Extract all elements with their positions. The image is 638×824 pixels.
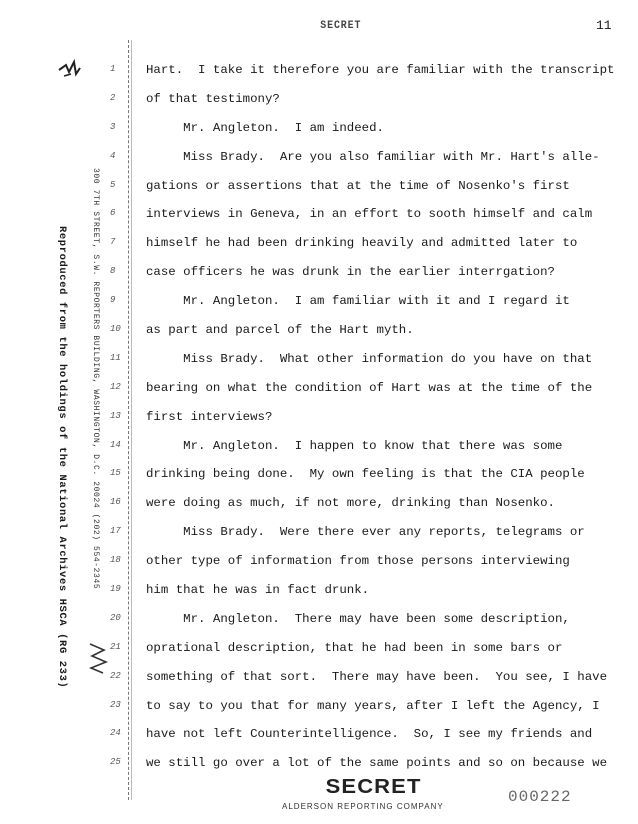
transcript-line: himself he had been drinking heavily and admitted later to <box>146 236 578 251</box>
line-number: 15 <box>110 468 121 479</box>
line-number: 19 <box>110 584 121 595</box>
line-number: 23 <box>110 699 121 710</box>
reporting-company: ALDERSON REPORTING COMPANY <box>282 802 444 811</box>
line-number: 6 <box>110 208 116 219</box>
page-number: 11 <box>596 18 612 33</box>
line-number: 4 <box>110 150 116 161</box>
margin-rule <box>128 40 129 800</box>
scribble-mark-icon <box>86 640 110 676</box>
transcript-line: first interviews? <box>146 409 273 424</box>
margin-rule-inner <box>131 40 132 800</box>
transcript-line: interviews in Geneva, in an effort to sooth himself and calm <box>146 207 593 222</box>
line-number: 7 <box>110 237 116 248</box>
line-number: 24 <box>110 728 121 739</box>
transcript-line: were doing as much, if not more, drinking than Nosenko. <box>146 496 555 511</box>
line-number: 20 <box>110 612 121 623</box>
line-number: 13 <box>110 410 121 421</box>
transcript-line: Mr. Angleton. I happen to know that there was some <box>146 438 563 453</box>
footer-classification-stamp: SECRET <box>325 776 422 798</box>
transcript-line: we still go over a lot of the same points and so on because we <box>146 756 608 771</box>
transcript-line: other type of information from those persons interviewing <box>146 554 570 569</box>
line-number: 16 <box>110 497 121 508</box>
transcript-line: Hart. I take it therefore you are familiar with the transcript <box>146 63 615 77</box>
transcript-line: Mr. Angleton. I am familiar with it and I regard it <box>146 294 570 309</box>
line-number: 12 <box>110 381 121 392</box>
handwritten-mark-icon <box>56 56 82 82</box>
transcript-line: bearing on what the condition of Hart was at the time of the <box>146 380 593 395</box>
line-number: 18 <box>110 555 121 566</box>
line-number: 21 <box>110 641 121 652</box>
line-number: 9 <box>110 295 116 306</box>
line-number: 11 <box>110 352 121 363</box>
transcript-body <box>146 60 614 782</box>
document-number: 000222 <box>508 788 572 806</box>
transcript-line: Mr. Angleton. There may have been some description, <box>146 611 570 626</box>
line-number: 1 <box>110 64 116 74</box>
line-number: 10 <box>110 324 121 335</box>
transcript-line: Miss Brady. What other information do you have on that <box>146 351 593 366</box>
line-number-column <box>110 64 121 786</box>
transcript-line: him that he was in fact drunk. <box>146 583 370 598</box>
transcript-line: have not left Counterintelligence. So, I see my friends and <box>146 727 593 742</box>
line-number: 14 <box>110 439 121 450</box>
line-number: 25 <box>110 757 121 768</box>
transcript-line: as part and parcel of the Hart myth. <box>146 323 414 338</box>
transcript-line: of that testimony? <box>146 91 280 106</box>
transcript-line: Miss Brady. Are you also familiar with Mr. Hart's alle- <box>146 149 600 164</box>
transcript-line: drinking being done. My own feeling is that the CIA people <box>146 467 585 482</box>
transcript-line: case officers he was drunk in the earlier interrgation? <box>146 265 555 280</box>
line-number: 5 <box>110 179 116 190</box>
line-number: 8 <box>110 266 116 277</box>
transcript-line: Mr. Angleton. I am indeed. <box>146 120 384 135</box>
transcript-line: gations or assertions that at the time of Nosenko's first <box>146 178 570 193</box>
header-classification-stamp: SECRET <box>320 20 362 32</box>
transcript-line: Miss Brady. Were there ever any reports, telegrams or <box>146 525 585 540</box>
line-number: 3 <box>110 121 116 132</box>
transcript-line: oprational description, that he had been in some bars or <box>146 640 563 655</box>
transcript-line: something of that sort. There may have been. You see, I have <box>146 669 608 684</box>
line-number: 2 <box>110 92 116 103</box>
reporter-address: 300 7TH STREET, S.W. REPORTERS BUILDING, WASHINGTON, D.C. 20024 (202) 554-2345 <box>91 168 100 590</box>
line-number: 22 <box>110 670 121 681</box>
line-number: 17 <box>110 526 121 537</box>
transcript-line: to say to you that for many years, after I left the Agency, I <box>146 698 600 713</box>
archives-reproduction-note: Reproduced from the holdings of the National Archives HSCA (RG 233) <box>56 226 68 689</box>
